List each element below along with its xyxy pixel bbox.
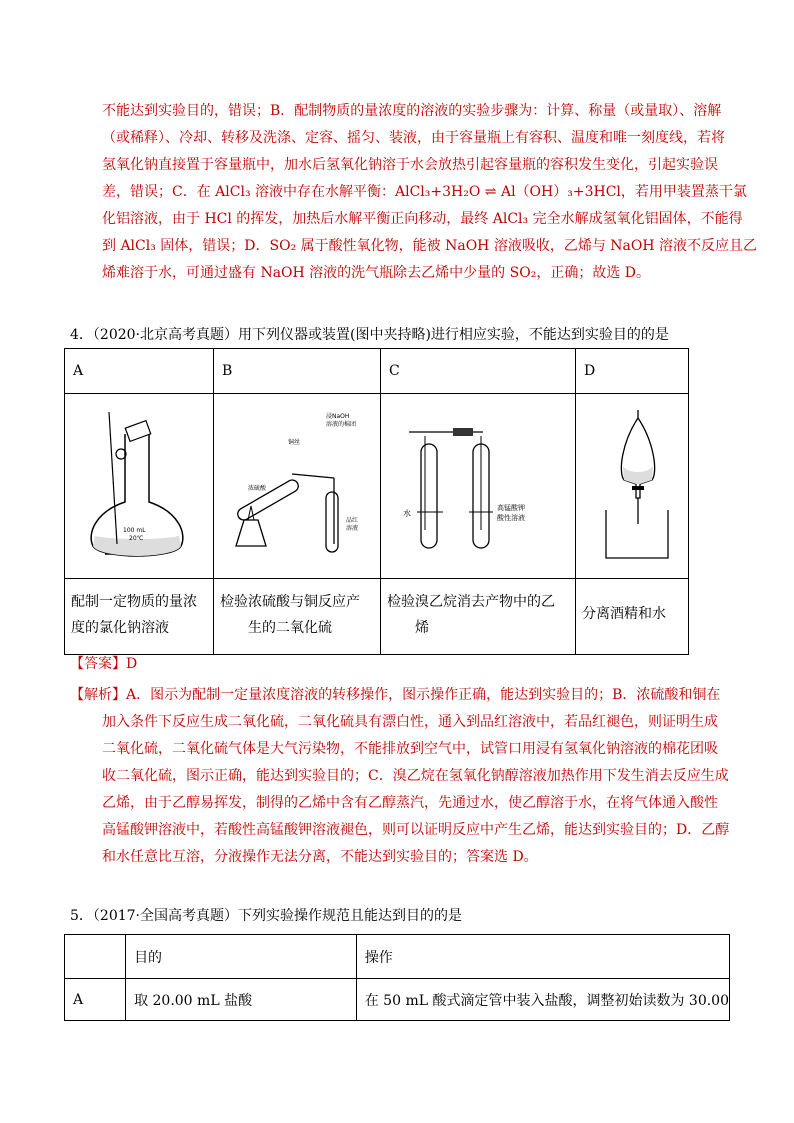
header-operation: 操作 xyxy=(356,935,729,979)
text-line: 氢氧化钠直接置于容量瓶中，加水后氢氧化钠溶于水会放热引起容量瓶的容积发生变化，引起实验误 xyxy=(102,157,718,173)
option-a-header: A xyxy=(65,349,214,394)
ethylene-test-figure xyxy=(381,394,575,574)
option-c-desc: 检验溴乙烷消去产物中的乙 烯 xyxy=(381,579,576,655)
question-4-table xyxy=(64,348,689,655)
separatory-funnel-figure xyxy=(576,394,688,574)
fuchsin-label-2: 溶液 xyxy=(346,525,359,532)
question-5-stem: 5．（2017·全国高考真题）下列实验操作规范且能达到目的的是 xyxy=(70,908,462,924)
option-c-header: C xyxy=(381,349,576,394)
option-d-header: D xyxy=(576,349,689,394)
text-line: 烯难溶于水，可通过盛有 NaOH 溶液的洗气瓶除去乙烯中少量的 SO₂，正确；故选 D。 xyxy=(102,265,650,281)
figure-a-cell xyxy=(65,394,214,579)
option-b-desc: 检验浓硫酸与铜反应产 生的二氧化硫 xyxy=(214,579,381,655)
header-purpose: 目的 xyxy=(126,935,357,979)
fuchsin-label-1: 品红 xyxy=(346,517,359,524)
option-a-desc: 配制一定物质的量浓 度的氯化钠溶液 xyxy=(65,579,214,655)
figure-d-cell xyxy=(576,394,689,579)
kmno4-label-2: 酸性溶液 xyxy=(497,514,525,522)
text-line: （或稀释）、冷却、转移及洗涤、定容、摇匀、装液，由于容量瓶上有容积、温度和唯一刻度线，若将 xyxy=(102,130,725,146)
header-cell xyxy=(65,935,126,979)
flask-volume-label: 100 mL xyxy=(123,527,146,534)
text-line: 收二氧化硫，图示正确，能达到实验目的；C．溴乙烷在氢氧化钠醇溶液加热作用下发生消去反应生成 xyxy=(102,768,729,784)
text-line: 高锰酸钾溶液中，若酸性高锰酸钾溶液褪色，则可以证明反应中产生乙烯，能达到实验目的；D．乙醇 xyxy=(102,822,730,838)
naoh-label-2: 溶液的棉团 xyxy=(326,421,357,428)
naoh-label-1: 浸NaOH xyxy=(326,413,350,420)
question-4-stem: 4．（2020·北京高考真题）用下列仪器或装置(图中夹持略)进行相应实验，不能达到实验目的的是 xyxy=(70,327,669,343)
text-line: 不能达到实验目的，错误；B．配制物质的量浓度的溶液的实验步骤为：计算、称量（或量取）、溶解 xyxy=(102,103,722,119)
row-a-operation: 在 50 mL 酸式滴定管中装入盐酸，调整初始读数为 30.00 xyxy=(356,979,729,1021)
figure-b-cell xyxy=(214,394,381,579)
kmno4-label-1: 高锰酸钾 xyxy=(497,504,525,512)
acid-label: 浓硫酸 xyxy=(248,485,267,492)
text-line: 到 AlCl₃ 固体，错误；D．SO₂ 属于酸性氧化物，能被 NaOH 溶液吸收，乙烯与 NaOH 溶液不反应且乙 xyxy=(102,238,758,254)
question-5-table xyxy=(64,934,730,1021)
prev-explanation xyxy=(70,98,758,287)
text-line: 和水任意比互溶，分液操作无法分离，不能达到实验目的；答案选 D。 xyxy=(102,849,538,865)
option-d-desc: 分离酒精和水 xyxy=(576,579,689,655)
volumetric-flask-figure xyxy=(65,394,213,574)
analysis xyxy=(70,682,730,871)
answer-label: 【答案】D xyxy=(70,656,138,672)
text-line: 【解析】A．图示为配制一定量浓度溶液的转移操作，图示操作正确，能达到实验目的；B．浓硫酸和铜在 xyxy=(70,687,721,703)
flask-temp-label: 20℃ xyxy=(129,535,144,542)
copper-acid-apparatus-figure xyxy=(214,394,380,574)
text-line: 化铝溶液，由于 HCl 的挥发，加热后水解平衡正向移动，最终 AlCl₃ 完全水解成氢氧化铝固体，不能得 xyxy=(102,211,743,227)
text-line: 差，错误；C．在 AlCl₃ 溶液中存在水解平衡：AlCl₃+3H₂O ⇌ Al（OH）₃+3HCl，若用甲装置蒸干氯 xyxy=(102,184,747,200)
copper-label: 铜丝 xyxy=(288,439,301,446)
option-b-header: B xyxy=(214,349,381,394)
text-line: 乙烯，由于乙醇易挥发，制得的乙烯中含有乙醇蒸汽，先通过水，使乙醇溶于水，在将气体通入酸性 xyxy=(102,795,718,811)
row-a-purpose: 取 20.00 mL 盐酸 xyxy=(126,979,357,1021)
water-label: 水 xyxy=(403,509,411,518)
figure-c-cell xyxy=(381,394,576,579)
text-line: 加入条件下反应生成二氧化硫，二氧化硫具有漂白性，通入到品红溶液中，若品红褪色，则证明生成 xyxy=(102,714,718,730)
row-a-letter: A xyxy=(65,979,126,1021)
text-line: 二氧化硫，二氧化硫气体是大气污染物，不能排放到空气中，试管口用浸有氢氧化钠溶液的棉花团吸 xyxy=(102,741,718,757)
